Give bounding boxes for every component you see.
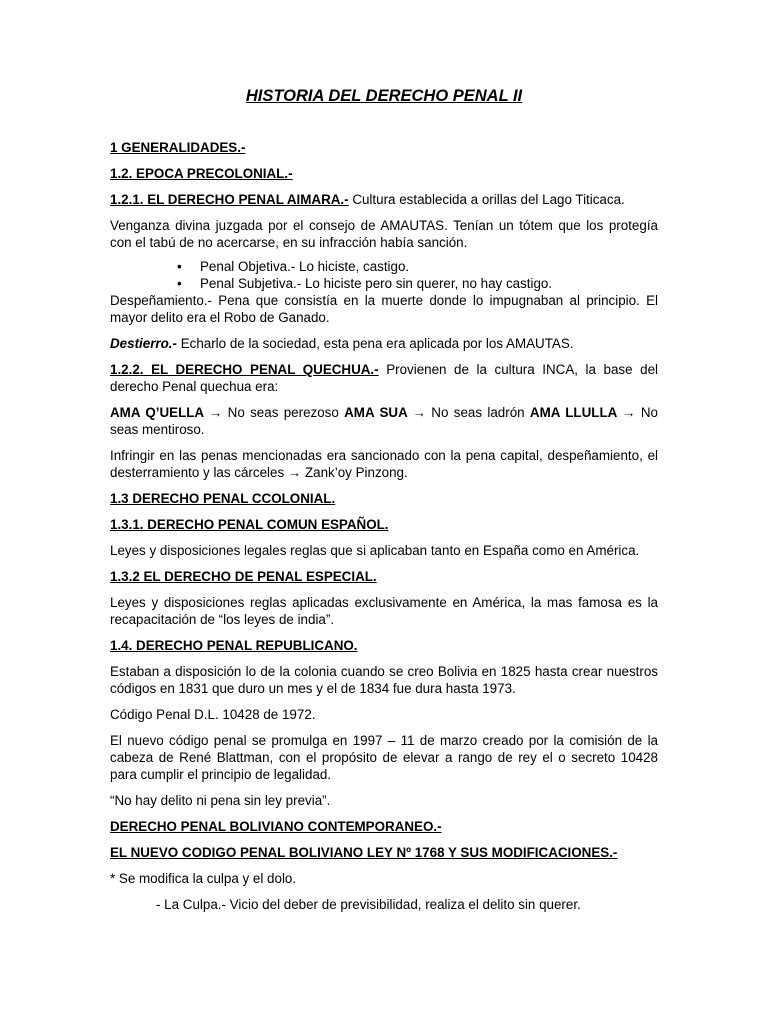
- bullet-icon: •: [177, 276, 182, 291]
- paragraph-nuevo-codigo: El nuevo código penal se promulga en 1997 – 11 de marzo creado por la comisión de la cabeza de René Blattman, con el propósito de elevar a rango de rey el o secreto 10428 para cumplir el principio de legalidad.: [110, 733, 658, 782]
- heading-comun-espanol: 1.3.1. DERECHO PENAL COMUN ESPAÑOL.: [110, 517, 389, 532]
- heading-penal-especial: 1.3.2 EL DERECHO DE PENAL ESPECIAL.: [110, 569, 377, 584]
- bullet-icon: •: [177, 259, 182, 274]
- paragraph-despenamiento: Despeñamiento.- Pena que consistía en la muerte donde lo impugnaban al principio. El mayor delito era el Robo de Ganado.: [110, 293, 658, 325]
- arrow-right-icon: →: [622, 405, 636, 420]
- paragraph-infringir: Infringir en las penas mencionadas era sancionado con la pena capital, despeñamiento, el desterramiento y las cárceles → Zank’oy Pinzong.: [110, 448, 658, 480]
- document-title: HISTORIA DEL DERECHO PENAL II: [245, 87, 523, 105]
- label-destierro: Destierro.-: [110, 336, 177, 351]
- paragraph-quote: “No hay delito ni pena sin ley previa”.: [110, 793, 331, 808]
- arrow-right-icon: →: [412, 405, 426, 420]
- arrow-right-icon: →: [208, 405, 223, 420]
- paragraph-destierro: Destierro.- Echarlo de la sociedad, esta pena era aplicada por los AMAUTAS.: [110, 336, 574, 351]
- paragraph-venganza: Venganza divina juzgada por el consejo de AMAUTAS. Tenían un tótem que los protegía con el tabú de no acercarse, en su infracción había sanción.: [110, 218, 658, 250]
- heading-contemporaneo: DERECHO PENAL BOLIVIANO CONTEMPORANEO.-: [110, 819, 442, 834]
- paragraph-quechua: 1.2.2. EL DERECHO PENAL QUECHUA.- Provienen de la cultura INCA, la base del derecho Penal quechua era:: [110, 362, 658, 394]
- arrow-right-icon: →: [287, 465, 302, 480]
- heading-nuevo-codigo: EL NUEVO CODIGO PENAL BOLIVIANO LEY Nº 1768 Y SUS MODIFICACIONES.-: [110, 845, 618, 860]
- heading-epoca-precolonial: 1.2. EPOCA PRECOLONIAL.-: [110, 166, 293, 181]
- paragraph-penal-especial: Leyes y disposiciones reglas aplicadas exclusivamente en América, la mas famosa es la recapacitación de “los leyes de india”.: [110, 595, 658, 627]
- list-item: • Penal Subjetiva.- Lo hiciste pero sin querer, no hay castigo.: [177, 276, 553, 291]
- paragraph-comun-espanol: Leyes y disposiciones legales reglas que si aplicaban tanto en España como en América.: [110, 543, 640, 558]
- paragraph-culpa: - La Culpa.- Vicio del deber de previsibilidad, realiza el delito sin querer.: [156, 897, 581, 912]
- heading-republicano: 1.4. DERECHO PENAL REPUBLICANO.: [110, 638, 358, 653]
- list-item: • Penal Objetiva.- Lo hiciste, castigo.: [177, 259, 410, 274]
- paragraph-aimara: 1.2.1. EL DERECHO PENAL AIMARA.- Cultura establecida a orillas del Lago Titicaca.: [110, 192, 625, 207]
- paragraph-modifica: * Se modifica la culpa y el dolo.: [110, 871, 297, 886]
- heading-colonial: 1.3 DERECHO PENAL CCOLONIAL.: [110, 491, 336, 506]
- paragraph-codigo: Código Penal D.L. 10428 de 1972.: [110, 707, 316, 722]
- heading-aimara: 1.2.1. EL DERECHO PENAL AIMARA.-: [110, 192, 349, 207]
- bullet-list: [110, 258, 658, 292]
- heading-generalidades: 1 GENERALIDADES.-: [110, 140, 246, 155]
- document-body: [110, 86, 658, 922]
- paragraph-maxims: AMA Q’UELLA → No seas perezoso AMA SUA → No seas ladrón AMA LLULLA → No seas mentiroso.: [110, 405, 658, 437]
- heading-quechua: 1.2.2. EL DERECHO PENAL QUECHUA.-: [110, 362, 379, 377]
- paragraph-republicano: Estaban a disposición lo de la colonia cuando se creo Bolivia en 1825 hasta crear nuestros códigos en 1831 que duro un mes y el de 1834 fue dura hasta 1973.: [110, 664, 658, 696]
